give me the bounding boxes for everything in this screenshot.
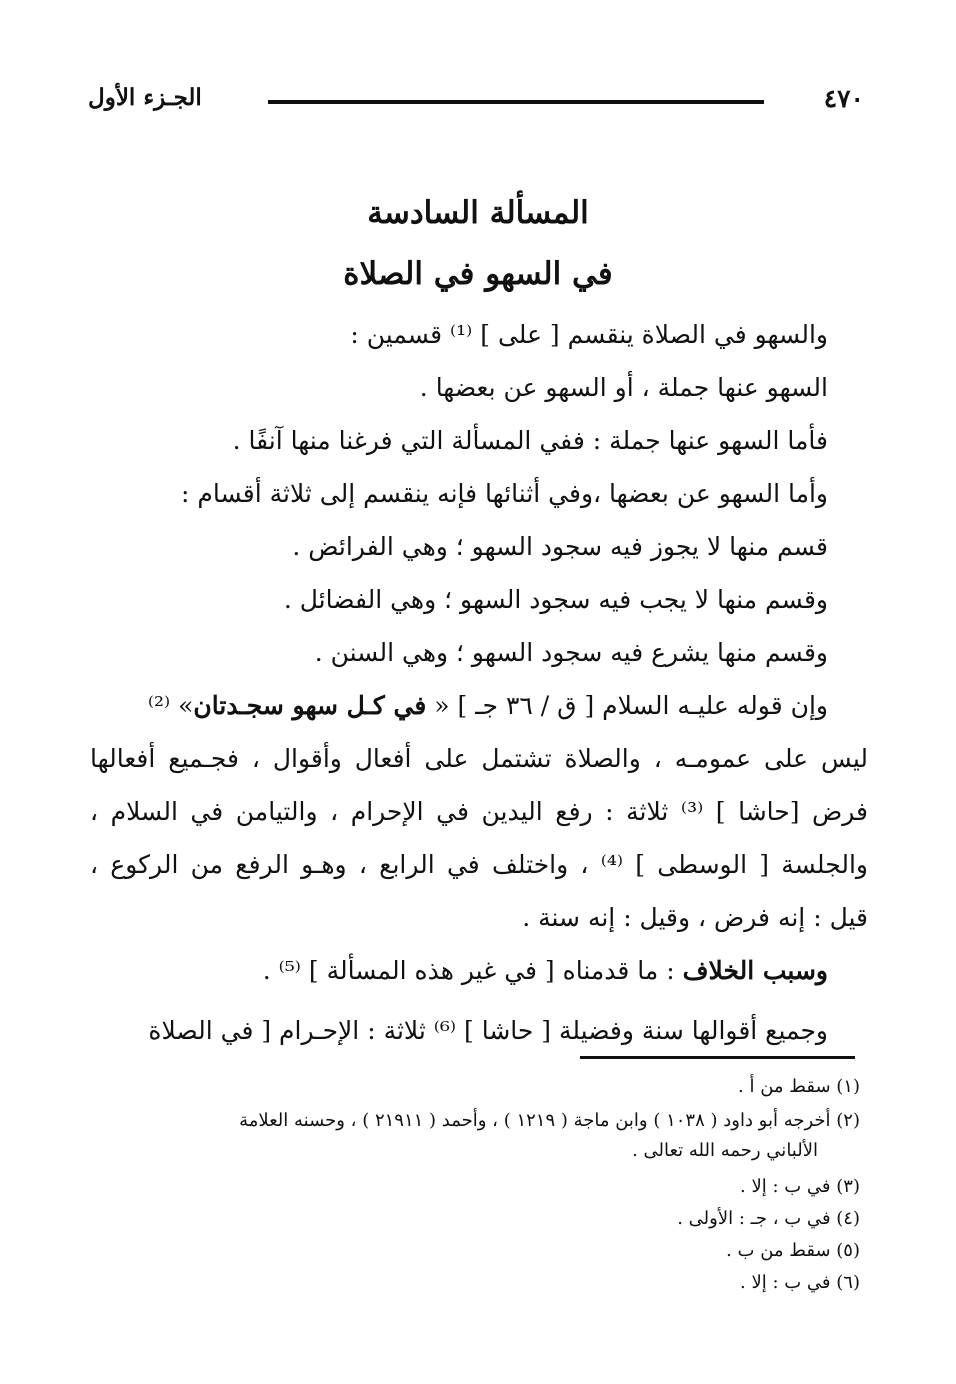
body-line: فأما السهو عنها جملة : ففي المسألة التي فرغنا منها آنفًا .: [232, 426, 828, 455]
footnote-4: (٤) في ب ، جـ : الأولى .: [677, 1208, 860, 1229]
body-line: وقسم منها لا يجب فيه سجود السهو ؛ وهي الفضائل .: [283, 585, 828, 614]
footnote-5: (٥) سقط من ب .: [726, 1240, 860, 1261]
paragraph-line: فرض [حاشا ] ⁽³⁾ ثلاثة : رفع اليدين في الإحرام ، والتيامن في السلام ،: [90, 797, 869, 826]
footnote-2-cont: الألباني رحمه الله تعالى .: [632, 1140, 818, 1161]
footnote-2: (٢) أخرجه أبو داود ( ١٠٣٨ ) وابن ماجة ( ١٢١٩ ) ، وأحمد ( ٢١٩١١ ) ، وحسنه العلامة: [239, 1110, 860, 1131]
footnote-3: (٣) في ب : إلا .: [740, 1176, 860, 1197]
paragraph-line: ليس على عمومـه ، والصلاة تشتمل على أفعال وأقوال ، فجـميع أفعالها: [90, 744, 868, 773]
volume-label: الجـزء الأول: [88, 84, 202, 111]
body-line: قسم منها لا يجوز فيه سجود السهو ؛ وهي الفرائض .: [292, 532, 828, 561]
body-line: السهو عنها جملة ، أو السهو عن بعضها .: [419, 373, 828, 402]
page-number: ٤٧٠: [823, 84, 864, 113]
cause-label: وسبب الخلاف: [682, 956, 828, 985]
page-header: [88, 84, 864, 114]
body-line: وقسم منها يشرع فيه سجود السهو ؛ وهي السنن .: [314, 638, 828, 667]
hadith-line: [90, 681, 828, 731]
footnote-6: (٦) في ب : إلا .: [740, 1272, 860, 1293]
issue-title: المسألة السادسة: [367, 195, 589, 231]
header-rule: [268, 100, 764, 104]
body-line-last: وجميع أقوالها سنة وفضيلة [ حاشا ] ⁽⁶⁾ ثلاثة : الإحـرام [ في الصلاة: [148, 1016, 828, 1045]
cause-text: : ما قدمناه [ في غير هذه المسألة ] ⁽⁵⁾ .: [262, 956, 683, 985]
hadith-prefix: وإن قوله عليـه السلام [ ق / ٣٦ جـ ] «: [426, 691, 828, 720]
hadith-suffix: » ⁽²⁾: [147, 691, 194, 720]
paragraph-line: والجلسة [ الوسطى ] ⁽⁴⁾ ، واختلف في الرابع ، وهـو الرفع من الركوع ،: [90, 850, 868, 879]
footnote-1: (١) سقط من أ .: [738, 1076, 860, 1097]
footnote-rule: [580, 1056, 855, 1059]
paragraph-line: قيل : إنه فرض ، وقيل : إنه سنة .: [522, 903, 868, 932]
body-line: والسهو في الصلاة ينقسم [ على ] ⁽¹⁾ قسمين :: [350, 320, 828, 349]
hadith-quote: في كـل سهو سجـدتان: [193, 691, 427, 720]
cause-line: [90, 946, 828, 996]
topic-title: في السهو في الصلاة: [343, 256, 613, 292]
body-line: وأما السهو عن بعضها ،وفي أثنائها فإنه ينقسم إلى ثلاثة أقسام :: [181, 479, 828, 508]
